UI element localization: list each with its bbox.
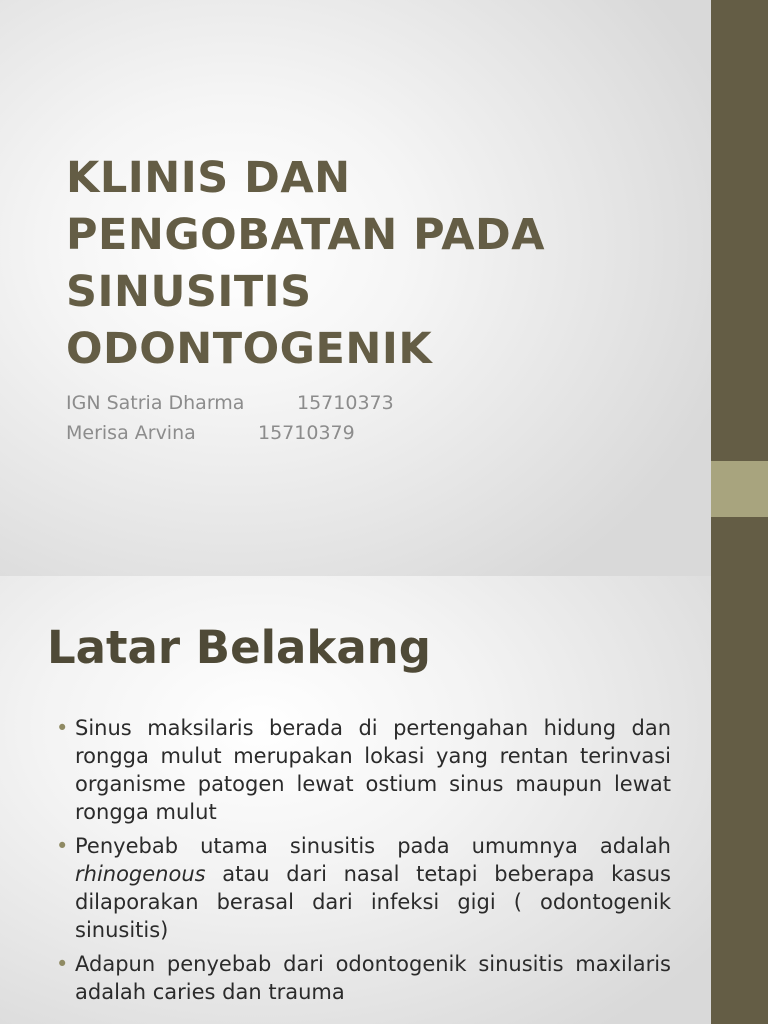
title-line-4: ODONTOGENIK	[66, 324, 433, 374]
slide-heading: Latar Belakang	[47, 621, 431, 674]
bullet-marker-icon: •	[56, 952, 69, 976]
bullet-marker-icon: •	[56, 716, 69, 740]
bullet-text-italic: rhinogenous	[75, 862, 206, 886]
author-id: 15710379	[258, 422, 355, 444]
bullet-text-before: Penyebab utama sinusitis pada umumnya adalah	[75, 834, 671, 858]
bullet-item	[55, 832, 671, 944]
title-line-1: KLINIS DAN	[66, 153, 351, 203]
title-line-2: PENGOBATAN PADA	[66, 210, 545, 260]
bullet-text	[75, 832, 671, 944]
author-name: Merisa Arvina	[66, 422, 196, 444]
slide-background	[0, 576, 768, 1024]
bullet-item	[55, 950, 671, 1006]
bullet-text: Adapun penyebab dari odontogenik sinusitis maxilaris adalah caries dan trauma	[75, 952, 671, 1004]
author-name: IGN Satria Dharma	[66, 392, 245, 414]
author-id: 15710373	[297, 392, 394, 414]
author-row	[66, 418, 394, 448]
bullet-list	[55, 714, 671, 1012]
author-row	[66, 388, 394, 418]
slide-sidebar	[711, 576, 768, 1024]
bullet-marker-icon: •	[56, 834, 69, 858]
presentation-title	[66, 150, 626, 378]
bullet-text-after: atau dari nasal tetapi beberapa kasus dilaporakan berasal dari infeksi gigi ( odontogenik sinusitis)	[75, 862, 671, 942]
author-list	[66, 388, 394, 448]
title-line-3: SINUSITIS	[66, 267, 312, 317]
slide-sidebar-accent	[711, 461, 768, 517]
bullet-item	[55, 714, 671, 826]
bullet-text: Sinus maksilaris berada di pertengahan hidung dan rongga mulut merupakan lokasi yang rentan terinvasi organisme patogen lewat ostium sinus maupun lewat rongga mulut	[75, 716, 671, 824]
